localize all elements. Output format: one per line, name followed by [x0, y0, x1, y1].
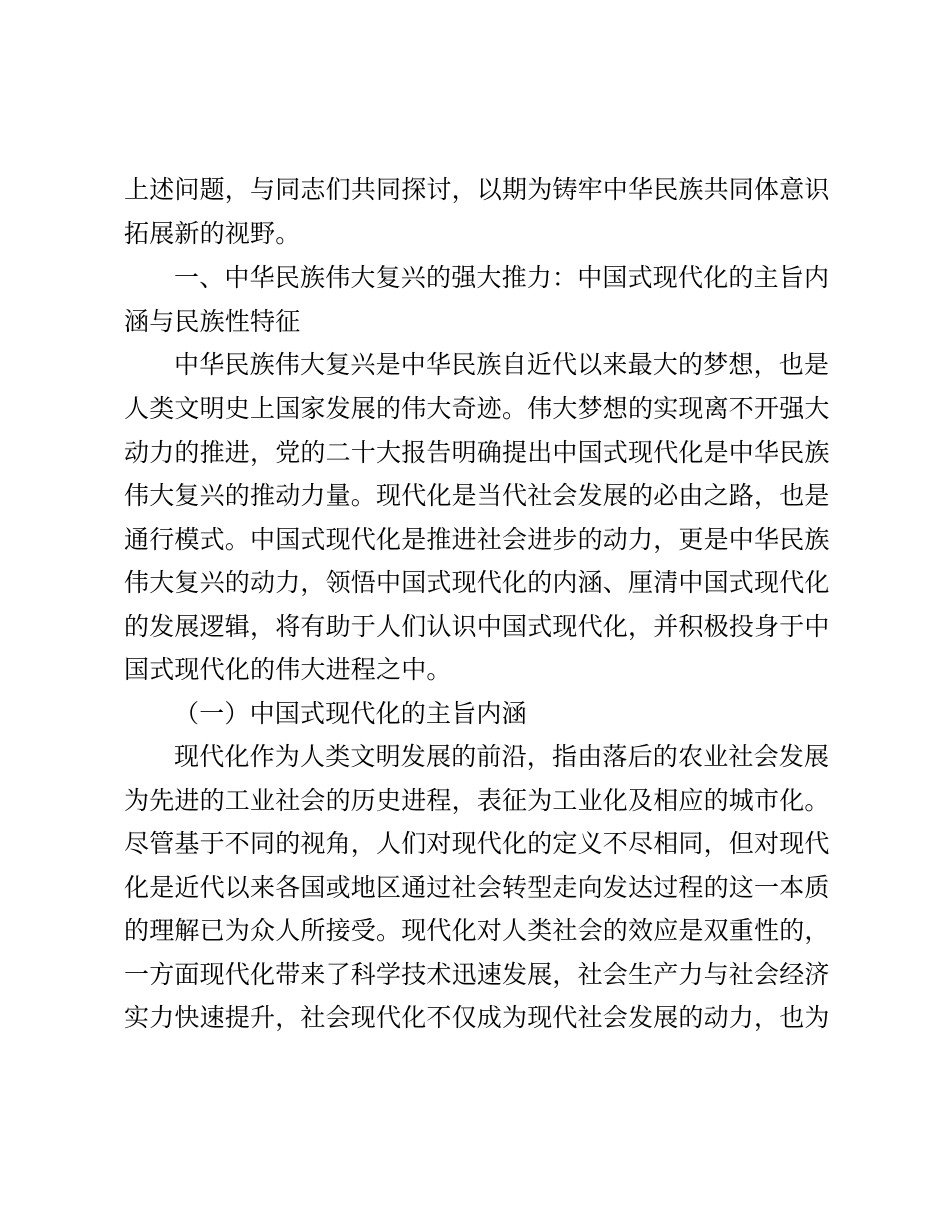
- paragraph-line: 的发展逻辑，将有助于人们认识中国式现代化，并积极投身于中: [124, 612, 830, 641]
- paragraph-line: 动力的推进，党的二十大报告明确提出中国式现代化是中华民族: [124, 438, 830, 467]
- section-heading: 一、中华民族伟大复兴的强大推力：中国式现代化的主旨内: [174, 263, 830, 292]
- paragraph-line: 通行模式。中国式现代化是推进社会进步的动力，更是中华民族: [124, 525, 830, 554]
- text-line: 拓展新的视野。: [124, 219, 301, 248]
- paragraph-line: 实力快速提升，社会现代化不仅成为现代社会发展的动力，也为: [124, 1003, 830, 1032]
- paragraph-line: 的理解已为众人所接受。现代化对人类社会的效应是双重性的，: [124, 916, 830, 945]
- paragraph-line: 化是近代以来各国或地区通过社会转型走向发达过程的这一本质: [124, 873, 830, 902]
- text-line: 上述问题，与同志们共同探讨，以期为铸牢中华民族共同体意识: [124, 175, 830, 204]
- paragraph-line: 国式现代化的伟大进程之中。: [124, 655, 452, 684]
- paragraph-line: 现代化作为人类文明发展的前沿，指由落后的农业社会发展: [174, 742, 830, 771]
- subsection-heading: （一）中国式现代化的主旨内涵: [174, 699, 527, 728]
- paragraph-line: 一方面现代化带来了科学技术迅速发展，社会生产力与社会经济: [124, 960, 830, 989]
- paragraph-line: 伟大复兴的动力，领悟中国式现代化的内涵、厘清中国式现代化: [124, 568, 830, 597]
- paragraph-line: 尽管基于不同的视角，人们对现代化的定义不尽相同，但对现代: [124, 829, 830, 858]
- paragraph-line: 人类文明史上国家发展的伟大奇迹。伟大梦想的实现离不开强大: [124, 394, 830, 423]
- paragraph-line: 伟大复兴的推动力量。现代化是当代社会发展的必由之路，也是: [124, 481, 830, 510]
- section-heading: 涵与民族性特征: [124, 307, 301, 336]
- paragraph-line: 为先进的工业社会的历史进程，表征为工业化及相应的城市化。: [124, 786, 830, 815]
- paragraph-line: 中华民族伟大复兴是中华民族自近代以来最大的梦想，也是: [174, 350, 830, 379]
